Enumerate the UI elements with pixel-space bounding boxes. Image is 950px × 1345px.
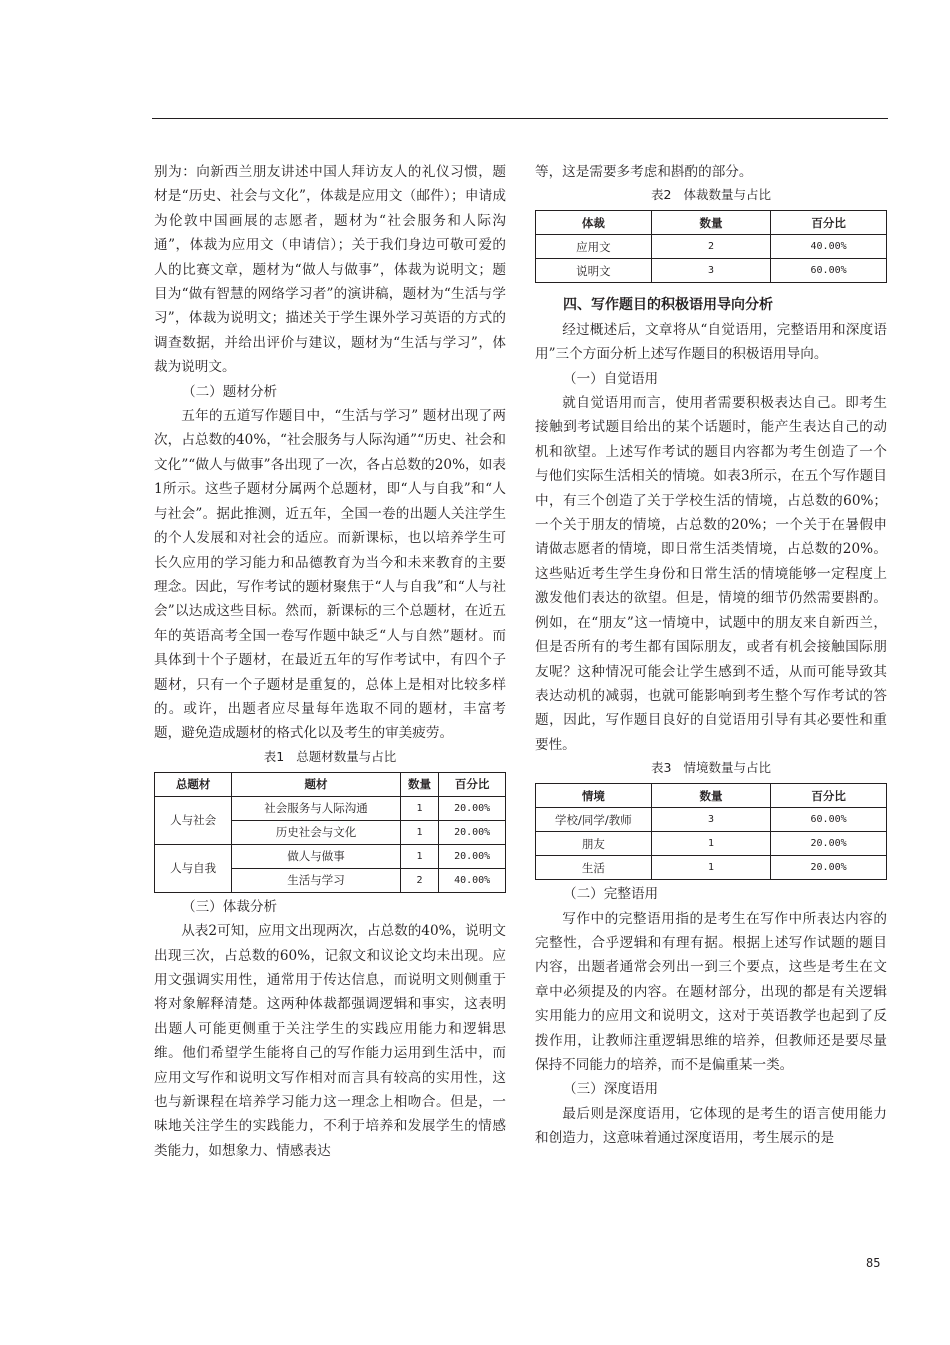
group-cell: 人与自我 [155,844,232,892]
genre-cell: 应用文 [536,235,652,259]
table-row [536,235,887,259]
percent-cell: 60.00% [771,259,887,283]
paragraph: 五年的五道写作题目中，“生活与学习” 题材出现了两次，占总数的40%，“社会服务与人际沟通”“历史、社会和文化”“做人与做事”各出现了一次，各占总数的20%，如表1所示。这些子题材分属两个总题材，即“人与自我”和“人与社会”。据此推测，近五年，全国一卷的出题人关注学生的个人发展和对社会的适应。而新课标，也以培养学生可长久应用的学习能力和品德教育为当今和未来教育的主要理念。因此，写作考试的题材聚焦于“人与自我”和“人与社会”以达成这些目标。然而，新课标的三个总题材，在近五年的英语高考全国一卷写作题中缺乏“人与自然”题材。而具体到十个子题材，在最近五年的写作考试中，有四个子题材，只有一个子题材是重复的，总体上是相对比较多样的。或许，出题者应尽量每年选取不同的题材，丰富考题，避免造成题材的格式化以及考生的审美疲劳。 [154,408,506,742]
count-cell: 2 [651,235,770,259]
paragraph: 最后则是深度语用，它体现的是考生的语言使用能力和创造力，这意味着通过深度语用，考生展示的是 [535,1105,887,1147]
count-cell: 1 [400,820,439,844]
table-row [536,808,887,832]
context-cell: 朋友 [536,832,652,856]
heading-topic-analysis: （二）题材分析 [182,383,278,400]
right-column [535,160,887,1151]
count-cell: 1 [400,796,439,820]
table-row [155,796,506,820]
percent-cell: 20.00% [439,844,506,868]
context-cell: 生活 [536,856,652,880]
paragraph: 就自觉语用而言，使用者需要积极表达自己。即考生接触到考试题目给出的某个话题时，能产生表达自己的动机和欲望。上述写作考试的题目内容都为考生创造了一个与他们实际生活相关的情境。如表3所示，在五个写作题目中，有三个创造了关于学校生活的情境，占总数的60%；一个关于朋友的情境，占总数的20%；一个关于在暑假申请做志愿者的情境，即日常生活类情境，占总数的20%。这些贴近考生学生身份和日常生活的情境能够一定程度上激发他们表达的欲望。但是，情境的细节仍然需要斟酌。例如，在“朋友”这一情境中，试题中的朋友来自新西兰，但是否所有的考生都有国际朋友，或者有机会接触国际朋友呢？这种情况可能会让学生感到不适，从而可能导致其表达动机的减弱，也就可能影响到考生整个写作考试的答题，因此，写作题目良好的自觉语用引导有其必要性和重要性。 [535,395,887,753]
genre-cell: 说明文 [536,259,652,283]
table-row [155,844,506,868]
count-cell: 3 [651,259,770,283]
header-rule [152,118,888,119]
heading-conscious-use: （一）自觉语用 [563,370,659,387]
table1-header: 题材 [232,772,400,796]
percent-cell: 60.00% [771,808,887,832]
table1-title: 总题材数量与占比 [296,748,397,764]
topic-cell: 社会服务与人际沟通 [232,796,400,820]
section-4-heading: 四、写作题目的积极语用导向分析 [563,297,773,314]
table1-caption [154,746,506,768]
table2-caption [535,184,887,206]
heading-genre-analysis: （三）体裁分析 [182,898,278,915]
table3-header: 百分比 [771,784,887,808]
page-number: 85 [866,1256,881,1270]
table1-header: 百分比 [439,772,506,796]
table3-title: 情境数量与占比 [683,760,771,776]
count-cell: 2 [400,868,439,892]
table3-header: 数量 [651,784,770,808]
table-row [536,856,887,880]
table1 [154,772,506,893]
percent-cell: 20.00% [439,820,506,844]
table2-number: 表2 [651,187,672,203]
percent-cell: 40.00% [771,235,887,259]
count-cell: 1 [651,832,770,856]
table3-header: 情境 [536,784,652,808]
paragraph: 从表2可知，应用文出现两次，占总数的40%，说明文出现三次，占总数的60%，记叙文和议论文均未出现。应用文强调实用性，通常用于传达信息，而说明文则侧重于将对象解释清楚。这两种体裁都强调逻辑和事实，这表明出题人可能更侧重于关注学生的实践应用能力和逻辑思维。他们希望学生能将自己的写作能力运用到生活中，而应用文写作和说明文写作相对而言具有较高的实用性，这也与新课程在培养学习能力这一理念上相吻合。但是，一味地关注学生的实践能力，不利于培养和发展学生的情感类能力，如想象力、情感表达 [154,923,506,1159]
percent-cell: 20.00% [439,796,506,820]
paragraph: 等，这是需要多考虑和斟酌的部分。 [535,164,753,180]
table2-header: 数量 [651,211,770,235]
paragraph: 写作中的完整语用指的是考生在写作中所表达内容的完整性，合乎逻辑和有理有据。根据上述写作试题的题目内容，出题者通常会列出一到三个要点，这些是考生在文章中必须提及的内容。在题材部分，出现的都是有关逻辑实用能力的应用文和说明文，这对于英语教学也起到了反拨作用，让教师注重逻辑思维的培养，但教师还是要尽量保持不同能力的培养，而不是偏重某一类。 [535,910,887,1073]
table2 [535,210,887,283]
table1-number: 表1 [263,748,285,764]
context-cell: 学校/同学/教师 [536,808,652,832]
table1-header: 总题材 [155,772,232,796]
paragraph: 别为：向新西兰朋友讲述中国人拜访友人的礼仪习惯，题材是“历史、社会与文化”，体裁是应用文（邮件）；申请成为伦敦中国画展的志愿者，题材为“社会服务和人际沟通”，体裁为应用文（申请信）；关于我们身边可敬可爱的人的比赛文章，题材为“做人与做事”，体裁为说明文；题目为“做有智慧的网络学习者”的演讲稿，题材为“生活与学习”，体裁为说明文；描述关于学生课外学习英语的方式的调查数据，并给出评价与建议，题材为“生活与学习”，体裁为说明文。 [154,164,506,376]
table2-header: 体裁 [536,211,652,235]
topic-cell: 历史社会与文化 [232,820,400,844]
heading-deep-use: （三）深度语用 [563,1081,659,1098]
table-row [536,259,887,283]
table-row [536,832,887,856]
table2-title: 体裁数量与占比 [683,187,771,203]
percent-cell: 20.00% [771,832,887,856]
percent-cell: 20.00% [771,856,887,880]
table2-header: 百分比 [771,211,887,235]
count-cell: 1 [400,844,439,868]
topic-cell: 做人与做事 [232,844,400,868]
table1-header: 数量 [400,772,439,796]
table3-number: 表3 [651,760,672,776]
group-cell: 人与社会 [155,796,232,844]
topic-cell: 生活与学习 [232,868,400,892]
count-cell: 3 [651,808,770,832]
table3-caption [535,757,887,779]
table3 [535,783,887,880]
heading-complete-use: （二）完整语用 [563,886,659,903]
left-column [154,160,506,1163]
paragraph: 经过概述后，文章将从“自觉语用，完整语用和深度语用”三个方面分析上述写作题目的积极语用导向。 [535,321,887,363]
percent-cell: 40.00% [439,868,506,892]
count-cell: 1 [651,856,770,880]
